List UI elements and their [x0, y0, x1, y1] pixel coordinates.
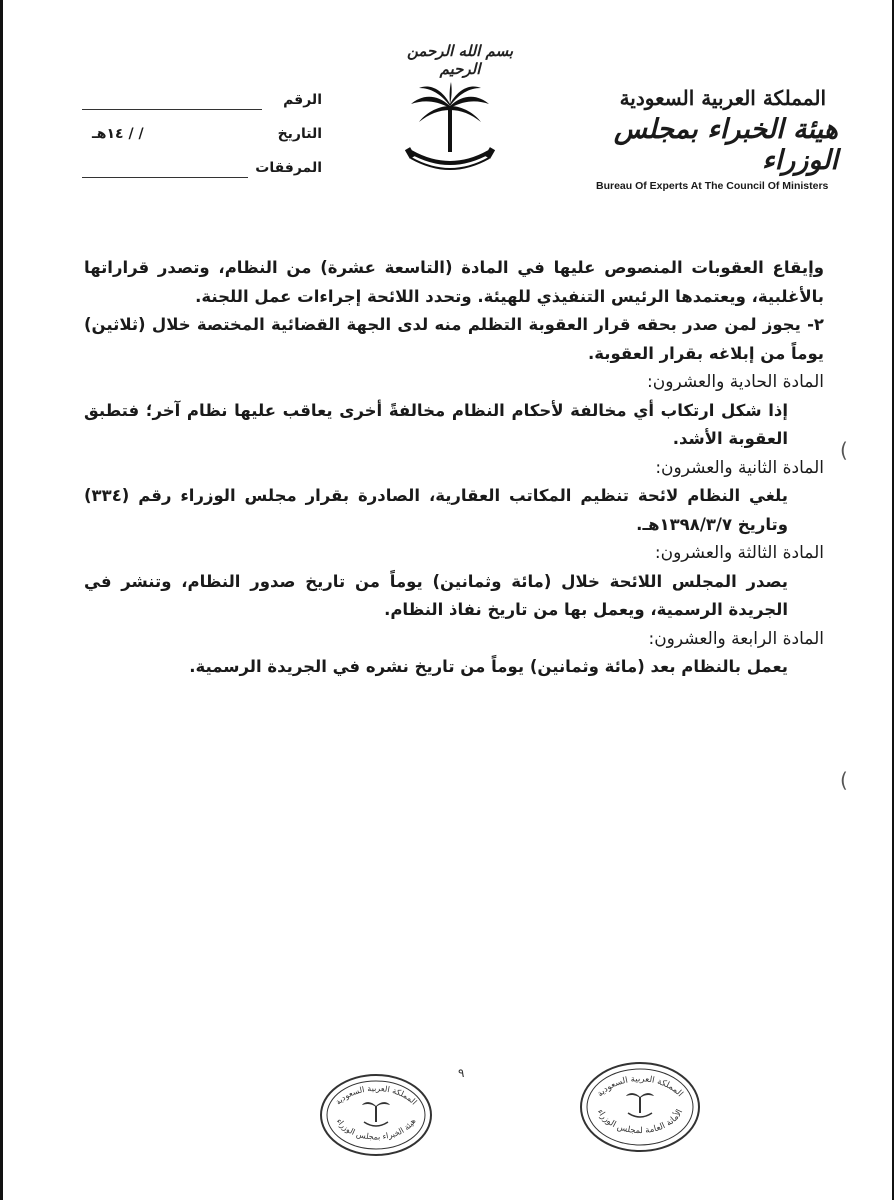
number-row	[82, 92, 322, 126]
seal-stamp-right-icon	[578, 1060, 702, 1154]
svg-text:المملكة العربية السعودية: المملكة العربية السعودية	[333, 1083, 419, 1107]
bureau-name-english: Bureau Of Experts At The Council Of Ministers	[596, 180, 829, 192]
page-border-left	[0, 0, 3, 1200]
article-24-text: يعمل بالنظام بعد (مائة وثمانين) يوماً من تاريخ نشره في الجريدة الرسمية.	[189, 657, 788, 676]
paragraph-item-2: ٢- يجوز لمن صدر بحقه قرار العقوبة التظلم منه لدى الجهة القضائية المختصة خلال (ثلاثين) يوماً من إبلاغه بقرار العقوبة.	[84, 315, 824, 363]
seal-stamp-left-icon	[318, 1072, 434, 1158]
margin-mark-icon: (	[840, 438, 848, 462]
article-23-heading: المادة الثالثة والعشرون:	[654, 543, 824, 563]
number-line	[82, 109, 262, 110]
attachments-row	[82, 160, 322, 194]
svg-text:المملكة العربية السعودية: المملكة العربية السعودية	[595, 1074, 685, 1100]
attachments-line	[82, 177, 248, 178]
page-number: ٩	[458, 1066, 465, 1080]
paragraph-penalties: وإيقاع العقوبات المنصوص عليها في المادة (التاسعة عشرة) من النظام، وتصدر قراراتها بالأغلبية، ويعتمدها الرئيس التنفيذي للهيئة. وتحدد اللائحة إجراءات عمل اللجنة.	[84, 258, 824, 306]
kingdom-name: المملكة العربية السعودية	[619, 86, 826, 110]
basmala-calligraphy: بسم الله الرحمن الرحيم	[406, 42, 514, 78]
organization-header	[586, 86, 846, 192]
article-24-heading: المادة الرابعة والعشرون:	[648, 628, 824, 649]
attachments-label: المرفقات	[255, 160, 322, 176]
svg-text:هيئة الخبراء بمجلس الوزراء: هيئة الخبراء بمجلس الوزراء	[334, 1116, 418, 1142]
number-label: الرقم	[283, 92, 322, 108]
svg-text:الأمانة العامة لمجلس الوزراء: الأمانة العامة لمجلس الوزراء	[594, 1107, 686, 1137]
document-meta	[82, 92, 322, 194]
article-22-heading: المادة الثانية والعشرون:	[655, 457, 824, 478]
article-22-text: يلغي النظام لائحة تنظيم المكاتب العقارية، الصادرة بقرار مجلس الوزراء رقم (٣٣٤) وتاريخ ١٣٩٨/٣/٧هـ.	[84, 486, 788, 534]
article-21-text: إذا شكل ارتكاب أي مخالفة لأحكام النظام مخالفةً أخرى يعاقب عليها نظام آخر؛ فتطبق العقوبة الأشد.	[84, 400, 788, 448]
date-label: التاريخ	[277, 126, 322, 142]
date-value: / / ١٤هـ	[92, 126, 144, 142]
article-21-heading: المادة الحادية والعشرون:	[647, 372, 824, 392]
bureau-name-arabic: هيئة الخبراء بمجلس الوزراء	[613, 114, 838, 176]
palm-swords-emblem-icon	[405, 82, 495, 182]
date-row	[82, 126, 322, 160]
document-body	[84, 254, 824, 682]
article-23-text: يصدر المجلس اللائحة خلال (مائة وثمانين) يوماً من تاريخ صدور النظام، وتنشر في الجريدة الرسمية، ويعمل بها من تاريخ نفاذ النظام.	[84, 571, 788, 619]
margin-mark-icon: (	[840, 768, 848, 792]
